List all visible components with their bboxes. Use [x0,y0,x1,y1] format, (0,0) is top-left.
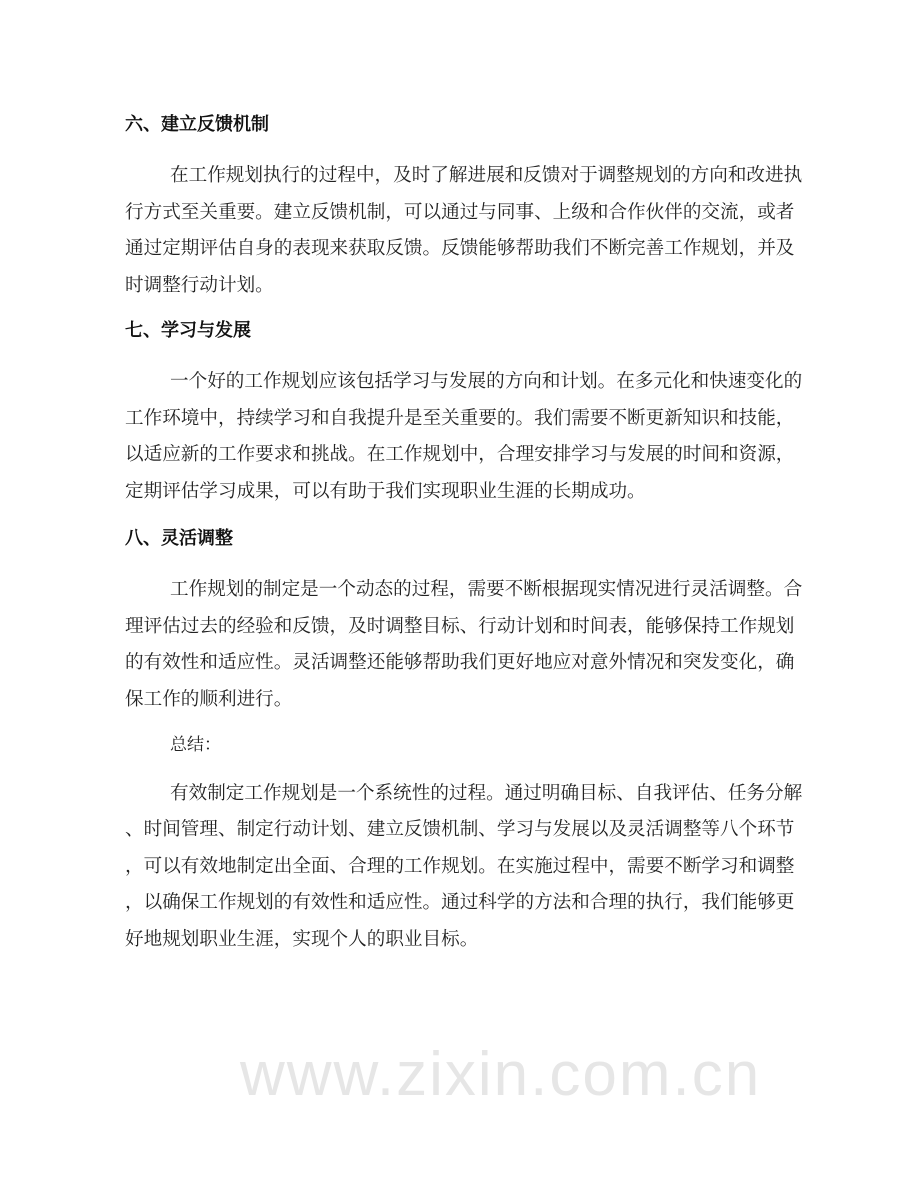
paragraph-line: 以适应新的工作要求和挑战。在工作规划中，合理安排学习与发展的时间和资源， [125,444,795,465]
paragraph-line: 一个好的工作规划应该包括学习与发展的方向和计划。在多元化和快速变化的 [170,371,803,392]
paragraph-line: 有效制定工作规划是一个系统性的过程。通过明确目标、自我评估、任务分解 [170,782,803,804]
section-heading: 八、灵活调整 [125,528,233,549]
summary-section [125,727,805,958]
section-heading: 六、建立反馈机制 [125,114,269,135]
paragraph-line: 、时间管理、制定行动计划、建立反馈机制、学习与发展以及灵活调整等八个环节 [125,819,795,840]
paragraph-line: 工作环境中，持续学习和自我提升是至关重要的。我们需要不断更新知识和技能， [125,407,795,429]
paragraph-line: ，可以有效地制定出全面、合理的工作规划。在实施过程中，需要不断学习和调整 [125,855,795,877]
paragraph-line: 工作规划的制定是一个动态的过程，需要不断根据现实情况进行灵活调整。合 [170,579,803,600]
paragraph-line: 通过定期评估自身的表现来获取反馈。反馈能够帮助我们不断完善工作规划，并及 [125,238,795,259]
section-learning [125,316,805,510]
paragraph-line: 的有效性和适应性。灵活调整还能够帮助我们更好地应对意外情况和突发变化，确 [125,652,795,673]
paragraph-line: 定期评估学习成果，可以有助于我们实现职业生涯的长期成功。 [125,480,646,502]
paragraph-line: 理评估过去的经验和反馈，及时调整目标、行动计划和时间表，能够保持工作规划 [125,615,795,637]
paragraph-line: 好地规划职业生涯，实现个人的职业目标。 [125,928,479,950]
section-feedback [125,110,805,304]
summary-label: 总结： [170,735,221,755]
watermark: www.zixin.com.cn [240,1040,762,1109]
section-heading: 七、学习与发展 [125,320,251,341]
paragraph-line: 时调整行动计划。 [125,274,274,296]
paragraph-line: 行方式至关重要。建立反馈机制，可以通过与同事、上级和合作伙伴的交流，或者 [125,201,795,223]
paragraph-line: 保工作的顺利进行。 [125,688,293,710]
paragraph-line: 在工作规划执行的过程中，及时了解进展和反馈对于调整规划的方向和改进执 [170,165,803,186]
paragraph-line: ，以确保工作规划的有效性和适应性。通过科学的方法和合理的执行，我们能够更 [125,892,795,913]
section-adjustment [125,524,805,718]
